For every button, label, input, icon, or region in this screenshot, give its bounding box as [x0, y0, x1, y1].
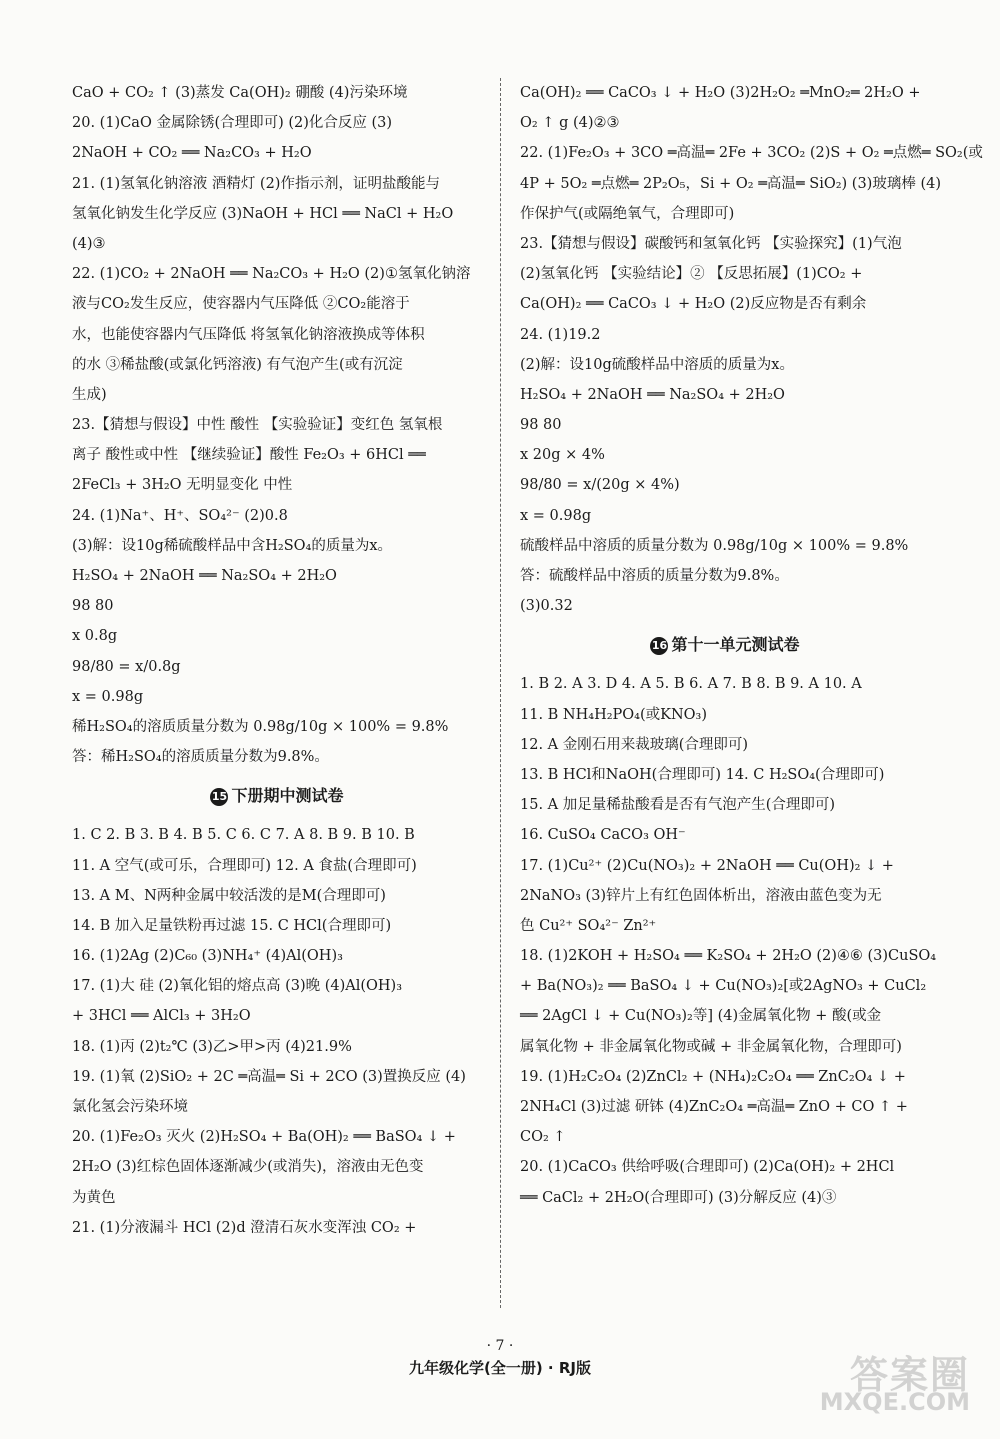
answer-line: 为黄色: [72, 1189, 116, 1206]
answer-line: 98/80 = x/(20g × 4%): [520, 477, 680, 494]
answer-line: 16. (1)2Ag (2)C₆₀ (3)NH₄⁺ (4)Al(OH)₃: [72, 948, 343, 965]
answer-line: + 3HCl ══ AlCl₃ + 3H₂O: [72, 1008, 251, 1025]
answer-line: (2)氢氧化钙 【实验结论】② 【反思拓展】(1)CO₂ +: [520, 266, 863, 283]
answer-line: 21. (1)分液漏斗 HCl (2)d 澄清石灰水变浑浊 CO₂ +: [72, 1219, 417, 1236]
answer-line: 98 80: [72, 598, 114, 615]
answer-line: x 0.8g: [72, 628, 118, 645]
page-number: · 7 ·: [486, 1338, 514, 1354]
answer-line: 23.【猜想与假设】中性 酸性 【实验验证】变红色 氢氧根: [72, 417, 443, 434]
answer-line: 2H₂O (3)红棕色固体逐渐减少(或消失)，溶液由无色变: [72, 1159, 424, 1176]
answer-line: 离子 酸性或中性 【继续验证】酸性 Fe₂O₃ + 6HCl ══: [72, 447, 426, 464]
answer-line: CaO + CO₂ ↑ (3)蒸发 Ca(OH)₂ 硼酸 (4)污染环境: [72, 85, 408, 101]
answer-line: H₂SO₄ + 2NaOH ══ Na₂SO₄ + 2H₂O: [72, 568, 337, 584]
answer-line: 答：稀H₂SO₄的溶质质量分数为9.8%。: [72, 749, 329, 766]
answer-line: 15. A 加足量稀盐酸看是否有气泡产生(合理即可): [520, 797, 836, 814]
answer-line: x 20g × 4%: [520, 447, 605, 464]
answer-line: 13. B HCl和NaOH(合理即可) 14. C H₂SO₄(合理即可): [520, 766, 885, 783]
answer-line: 4P + 5O₂ ═点燃═ 2P₂O₅，Si + O₂ ═高温═ SiO₂) (3)玻璃棒 (4): [520, 175, 941, 192]
section-number-badge: 16: [650, 637, 668, 655]
answer-line: 19. (1)H₂C₂O₄ (2)ZnCl₂ + (NH₄)₂C₂O₄ ══ ZnC₂O₄ ↓ +: [520, 1068, 906, 1085]
answer-line: 13. A M、N两种金属中较活泼的是M(合理即可): [72, 887, 386, 904]
answer-line: H₂SO₄ + 2NaOH ══ Na₂SO₄ + 2H₂O: [520, 386, 785, 403]
section-heading: [72, 772, 482, 820]
answer-line: 14. B 加入足量铁粉再过滤 15. C HCl(合理即可): [72, 917, 392, 934]
answer-line: 20. (1)Fe₂O₃ 灭火 (2)H₂SO₄ + Ba(OH)₂ ══ BaSO₄ ↓ +: [72, 1129, 456, 1146]
answer-line: 23.【猜想与假设】碳酸钙和氢氧化钙 【实验探究】(1)气泡: [520, 235, 902, 252]
answer-line: 22. (1)CO₂ + 2NaOH ══ Na₂CO₃ + H₂O (2)①氢氧化钠溶: [72, 266, 471, 283]
answer-line: 氢氧化钠发生化学反应 (3)NaOH + HCl ══ NaCl + H₂O: [72, 205, 454, 222]
answer-line: 98 80: [520, 417, 562, 434]
answer-line: 2NH₄Cl (3)过滤 研钵 (4)ZnC₂O₄ ═高温═ ZnO + CO ↑ +: [520, 1099, 908, 1115]
answer-line: 17. (1)大 硅 (2)氧化铝的熔点高 (3)晚 (4)Al(OH)₃: [72, 978, 403, 995]
answer-line: ══ 2AgCl ↓ + Cu(NO₃)₂等] (4)金属氧化物 + 酸(或金: [520, 1008, 882, 1025]
answer-line: CO₂ ↑: [520, 1129, 566, 1146]
right-column: [520, 78, 983, 1213]
answer-line: 12. A 金刚石用来裁玻璃(合理即可): [520, 736, 749, 753]
watermark-chinese: 答案圈: [849, 1353, 970, 1397]
answer-line: + Ba(NO₃)₂ ══ BaSO₄ ↓ + Cu(NO₃)₂[或2AgNO₃ + CuCl₂: [520, 978, 927, 995]
answer-line: 21. (1)氢氧化钠溶液 酒精灯 (2)作指示剂，证明盐酸能与: [72, 175, 440, 192]
answer-line: x = 0.98g: [72, 688, 144, 705]
answer-line: 1. B 2. A 3. D 4. A 5. B 6. A 7. B 8. B 9. A 10. A: [520, 676, 862, 693]
left-column: [72, 78, 482, 1243]
answer-line: 11. B NH₄H₂PO₄(或KNO₃): [520, 706, 708, 723]
column-divider: [500, 78, 501, 1308]
answer-line: 属氧化物 + 非金属氧化物或碱 + 非金属氧化物，合理即可): [520, 1038, 902, 1055]
answer-line: 16. CuSO₄ CaCO₃ OH⁻: [520, 827, 686, 844]
answer-line: 20. (1)CaO 金属除锈(合理即可) (2)化合反应 (3): [72, 115, 393, 132]
answer-line: 色 Cu²⁺ SO₄²⁻ Zn²⁺: [520, 917, 657, 934]
answer-line: 硫酸样品中溶质的质量分数为 0.98g/10g × 100% = 9.8%: [520, 537, 909, 554]
answer-line: 19. (1)氧 (2)SiO₂ + 2C ═高温═ Si + 2CO (3)置换反应 (4): [72, 1068, 466, 1085]
answer-line: 20. (1)CaCO₃ 供给呼吸(合理即可) (2)Ca(OH)₂ + 2HCl: [520, 1159, 895, 1176]
section-title: 下册期中测试卷: [231, 786, 344, 806]
answer-line: 18. (1)丙 (2)t₂℃ (3)乙>甲>丙 (4)21.9%: [72, 1038, 352, 1055]
answer-line: 生成): [72, 386, 107, 403]
answer-line: 2FeCl₃ + 3H₂O 无明显变化 中性: [72, 477, 293, 494]
section-heading: [520, 621, 930, 669]
answer-line: 答：硫酸样品中溶质的质量分数为9.8%。: [520, 568, 789, 584]
answer-line: Ca(OH)₂ ══ CaCO₃ ↓ + H₂O (2)反应物是否有剩余: [520, 296, 867, 313]
answer-line: 作保护气(或隔绝氧气，合理即可): [520, 205, 735, 222]
answer-line: (3)解：设10g稀硫酸样品中含H₂SO₄的质量为x。: [72, 537, 393, 554]
book-title: 九年级化学(全一册) · RJ版: [409, 1359, 591, 1377]
answer-line: (2)解：设10g硫酸样品中溶质的质量为x。: [520, 356, 794, 373]
answer-line: 水，也能使容器内气压降低 将氢氧化钠溶液换成等体积: [72, 326, 425, 343]
answer-line: 的水 ③稀盐酸(或氯化钙溶液) 有气泡产生(或有沉淀: [72, 356, 403, 373]
answer-line: 18. (1)2KOH + H₂SO₄ ══ K₂SO₄ + 2H₂O (2)④⑥ (3)CuSO₄: [520, 948, 937, 965]
watermark-english: MXQE.COM: [819, 1388, 970, 1416]
answer-line: Ca(OH)₂ ══ CaCO₃ ↓ + H₂O (3)2H₂O₂ ═MnO₂═ 2H₂O +: [520, 85, 921, 101]
answer-line: O₂ ↑ g (4)②③: [520, 115, 620, 132]
section-number-badge: 15: [210, 788, 228, 806]
answer-line: 24. (1)19.2: [520, 326, 601, 343]
answer-line: 11. A 空气(或可乐，合理即可) 12. A 食盐(合理即可): [72, 857, 417, 874]
answer-line: 2NaNO₃ (3)锌片上有红色固体析出，溶液由蓝色变为无: [520, 887, 882, 904]
answer-line: (4)③: [72, 235, 106, 252]
answer-line: 17. (1)Cu²⁺ (2)Cu(NO₃)₂ + 2NaOH ══ Cu(OH)₂ ↓ +: [520, 857, 894, 874]
answer-line: 1. C 2. B 3. B 4. B 5. C 6. C 7. A 8. B 9. B 10. B: [72, 827, 415, 844]
answer-line: 氯化氢会污染环境: [72, 1099, 188, 1115]
answer-line: 98/80 = x/0.8g: [72, 658, 181, 675]
answer-line: x = 0.98g: [520, 507, 592, 524]
section-title: 第十一单元测试卷: [671, 635, 800, 655]
answer-line: 22. (1)Fe₂O₃ + 3CO ═高温═ 2Fe + 3CO₂ (2)S + O₂ ═点燃═ SO₂(或: [520, 145, 983, 162]
answer-line: ══ CaCl₂ + 2H₂O(合理即可) (3)分解反应 (4)③: [520, 1189, 837, 1206]
answer-line: (3)0.32: [520, 598, 573, 615]
answer-line: 2NaOH + CO₂ ══ Na₂CO₃ + H₂O: [72, 145, 312, 162]
answer-line: 稀H₂SO₄的溶质质量分数为 0.98g/10g × 100% = 9.8%: [72, 718, 449, 735]
answer-line: 液与CO₂发生反应，使容器内气压降低 ②CO₂能溶于: [72, 296, 410, 313]
watermark-logo: [800, 1344, 970, 1419]
answer-line: 24. (1)Na⁺、H⁺、SO₄²⁻ (2)0.8: [72, 507, 288, 524]
